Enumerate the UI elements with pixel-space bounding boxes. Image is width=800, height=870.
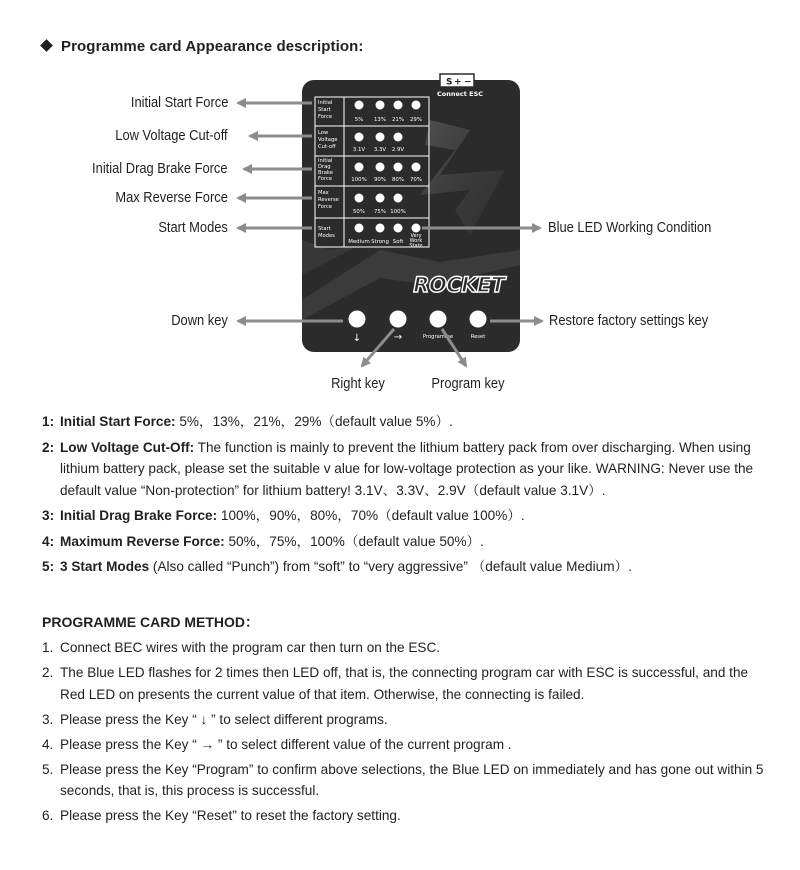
led <box>355 224 364 233</box>
method-steps <box>42 637 764 830</box>
step-text: The Blue LED flashes for 2 times then LED off, that is, the connecting program car with ESC is successful, and the Red LED on presents the current value of that item. Otherwise, the connecting is failed. <box>60 665 749 702</box>
value-label: 2.9V <box>391 147 405 153</box>
value-label: 75% <box>374 209 386 215</box>
row-label-drag-brake-3: Brake <box>318 170 333 176</box>
item-number: 5: <box>42 559 55 574</box>
item-title: Maximum Reverse Force: <box>60 533 225 549</box>
callout-restore: Restore factory settings key <box>549 312 709 329</box>
connector-pin-plus: + <box>454 77 462 88</box>
value-label: 5% <box>354 117 364 123</box>
row-label-start-modes-2: Modes <box>318 233 335 239</box>
program-key-button[interactable] <box>430 311 447 328</box>
callout-drag-brake: Initial Drag Brake Force <box>92 160 228 177</box>
item-number: 2: <box>42 439 55 455</box>
led <box>376 133 385 142</box>
value-label: 21% <box>392 117 404 123</box>
item-number: 1: <box>42 414 55 429</box>
step-item <box>42 734 764 756</box>
step-text: Please press the Key “ ↓ ” to select different programs. <box>60 711 388 727</box>
item-title: Low Voltage Cut-Off: <box>60 439 195 455</box>
method-title: PROGRAMME CARD METHOD： <box>42 614 259 630</box>
down-key-button[interactable] <box>349 311 366 328</box>
step-text: Please press the Key “Program” to confirm above selections, the Blue LED on immediately and has gone out within 5 seconds, that is, this process is successful. <box>60 761 764 798</box>
step-text: Connect BEC wires with the program car then turn on the ESC. <box>60 640 441 655</box>
led <box>394 101 403 110</box>
svg-text:ROCKET: ROCKET <box>413 273 505 297</box>
item-text: The function is mainly to prevent the lithium battery pack from over discharging. When using lithium battery pack, please set the suitable v alue for low-voltage protection as your like. WARNING: Never use the default value “Non-protection” for lithium battery! 3.1V、3.3V、2.9V（default value 3.1V）. <box>60 439 754 498</box>
description-item <box>42 531 764 553</box>
section-title: Programme card Appearance description: <box>42 38 364 55</box>
step-text: Please press the Key “Reset” to reset the factory setting. <box>60 808 401 823</box>
work-state-label-1: Work <box>409 238 423 244</box>
callout-max-reverse: Max Reverse Force <box>115 189 228 206</box>
row-label-drag-brake-2: Drag <box>318 164 331 170</box>
right-arrow-icon: → <box>393 332 403 343</box>
row-label-low-voltage-3: Cut-off <box>318 144 336 150</box>
programme-key-label: Programme <box>422 334 454 340</box>
value-label: Soft <box>392 239 404 245</box>
led <box>376 194 385 203</box>
callout-down-key: Down key <box>171 312 228 329</box>
step-number: 1. <box>42 640 54 655</box>
value-label: 3.1V <box>352 147 366 153</box>
led <box>376 101 385 110</box>
feature-descriptions <box>42 411 764 582</box>
led <box>394 224 403 233</box>
callout-program-key: Program key <box>431 375 505 392</box>
callout-low-voltage: Low Voltage Cut-off <box>115 127 228 144</box>
row-label-low-voltage-1: Low <box>318 130 329 136</box>
value-label: 80% <box>392 177 404 183</box>
reset-key-label: Reset <box>470 334 486 340</box>
down-arrow-icon: ↓ <box>352 333 362 344</box>
description-item <box>42 505 764 527</box>
value-label: Medium <box>348 239 370 245</box>
step-text: Please press the Key “ → ” to select different value of the current program . <box>60 736 512 752</box>
led <box>376 224 385 233</box>
step-item <box>42 637 764 659</box>
item-text: 100%，90%，80%，70%（default value 100%）. <box>217 508 525 523</box>
item-text: 5%，13%，21%，29%（default value 5%）. <box>175 414 453 429</box>
connector-pin-minus: − <box>464 77 472 88</box>
led <box>394 133 403 142</box>
row-label-initial-start-2: Start <box>318 107 331 113</box>
step-number: 6. <box>42 808 54 823</box>
led <box>412 101 421 110</box>
item-number: 4: <box>42 533 55 549</box>
value-label: 50% <box>353 209 365 215</box>
item-title: 3 Start Modes <box>60 559 150 574</box>
value-label: 13% <box>374 117 386 123</box>
led <box>355 101 364 110</box>
mode-very-label: Very <box>410 233 422 239</box>
description-item <box>42 411 764 433</box>
description-item <box>42 556 764 578</box>
led <box>355 194 364 203</box>
step-item <box>42 709 764 731</box>
led <box>412 163 421 172</box>
row-label-initial-start-1: Initial <box>318 100 333 106</box>
connector-pin-s: S <box>446 77 453 88</box>
led <box>394 194 403 203</box>
row-label-start-modes-1: Start <box>318 226 331 232</box>
row-label-drag-brake-1: Initial <box>318 158 333 164</box>
row-label-max-reverse-2: Reverse <box>318 197 339 203</box>
step-number: 5. <box>42 761 54 777</box>
value-label: 3.3V <box>373 147 387 153</box>
led <box>376 163 385 172</box>
item-number: 3: <box>42 508 55 523</box>
rocket-logo <box>413 273 507 297</box>
value-label: 70% <box>410 177 422 183</box>
item-title: Initial Start Force: <box>60 414 176 429</box>
callout-initial-start-force: Initial Start Force <box>130 94 228 111</box>
value-label: 100% <box>390 209 406 215</box>
led <box>394 163 403 172</box>
row-label-drag-brake-4: Force <box>318 176 333 182</box>
right-key-button[interactable] <box>390 311 407 328</box>
value-label: 100% <box>351 177 367 183</box>
led <box>355 163 364 172</box>
description-item <box>42 437 764 502</box>
row-label-max-reverse-3: Force <box>318 204 333 210</box>
item-title: Initial Drag Brake Force: <box>60 508 218 523</box>
callout-start-modes: Start Modes <box>158 219 228 236</box>
item-text: 50%，75%，100%（default value 50%）. <box>224 533 484 549</box>
step-number: 2. <box>42 665 54 680</box>
led <box>355 133 364 142</box>
step-item <box>42 759 764 802</box>
row-label-low-voltage-2: Voltage <box>318 137 338 143</box>
row-label-max-reverse-1: Max <box>318 190 329 196</box>
connect-esc-label: Connect ESC <box>437 90 484 98</box>
value-label: 29% <box>410 117 422 123</box>
reset-key-button[interactable] <box>470 311 487 328</box>
item-text: (Also called “Punch”) from “soft” to “very aggressive” （default value Medium）. <box>149 559 632 574</box>
step-number: 3. <box>42 711 54 727</box>
step-item <box>42 805 764 827</box>
callout-right-key: Right key <box>331 375 385 392</box>
work-state-label-2: State <box>409 243 423 249</box>
step-number: 4. <box>42 736 54 752</box>
callout-blue-led: Blue LED Working Condition <box>548 219 712 236</box>
row-label-initial-start-3: Force <box>318 114 333 120</box>
step-item <box>42 662 764 705</box>
blue-led-work-state <box>412 224 421 233</box>
value-label: Strong <box>371 239 389 245</box>
value-label: 90% <box>374 177 386 183</box>
